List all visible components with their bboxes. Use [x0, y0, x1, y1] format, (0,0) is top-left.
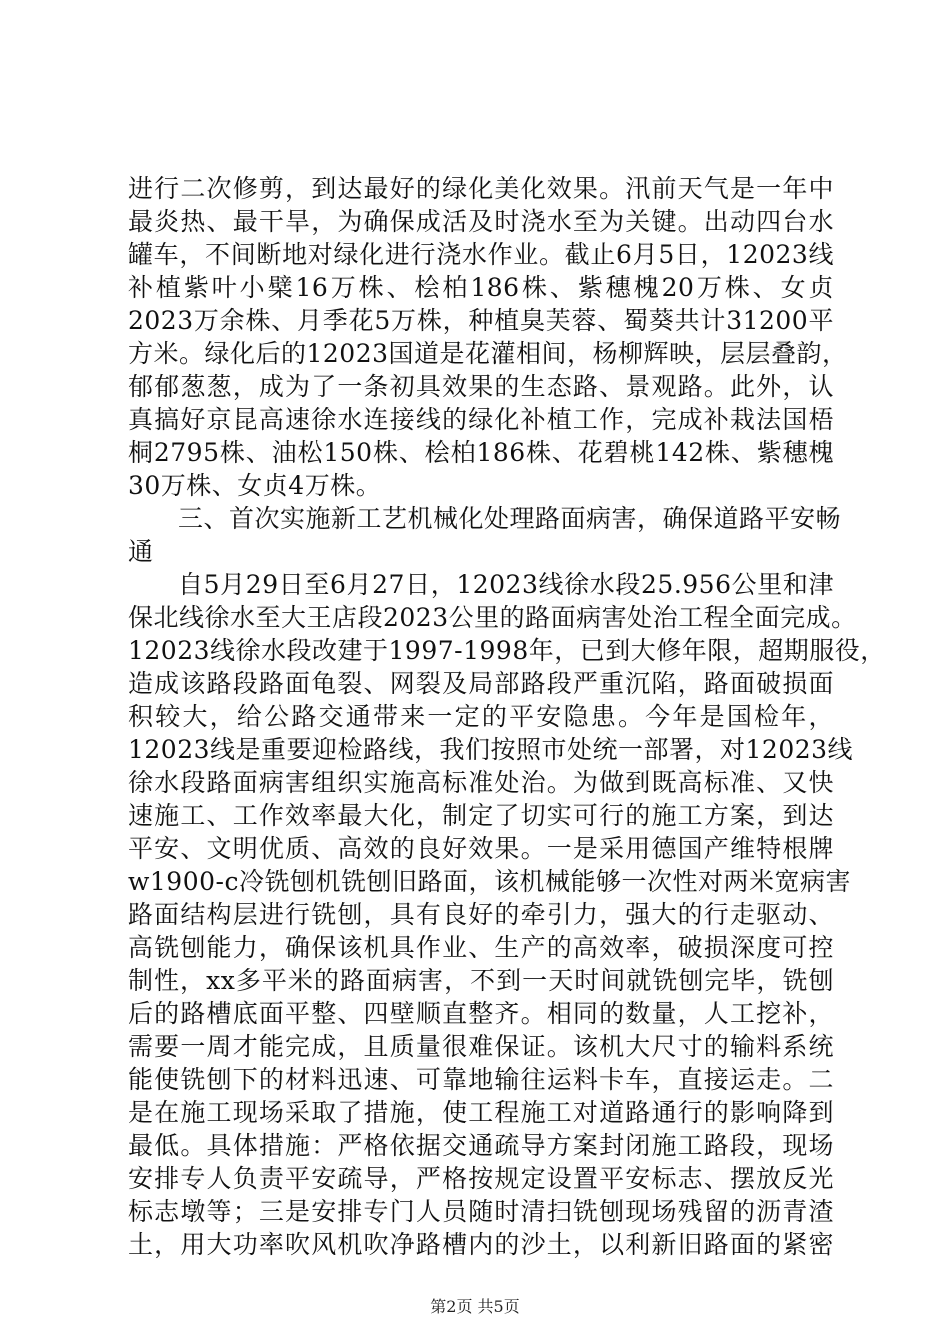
text-line: 最炎热、最干旱，为确保成活及时浇水至为关键。出动四台水 [128, 207, 834, 236]
text-line: 速施工、工作效率最大化，制定了切实可行的施工方案，到达 [128, 801, 834, 830]
text-line: w1900-c冷铣刨机铣刨旧路面，该机械能够一次性对两米宽病害 [128, 867, 851, 896]
text-line: 高铣刨能力，确保该机具作业、生产的高效率，破损深度可控 [128, 933, 834, 962]
text-line: 方米。绿化后的12023国道是花灌相间，杨柳辉映，层层叠韵， [128, 339, 848, 368]
text-line: 补植紫叶小檗16万株、桧柏186株、紫穗槐20万株、女贞 [128, 273, 834, 302]
text-line: 真搞好京昆高速徐水连接线的绿化补植工作，完成补栽法国梧 [128, 405, 834, 434]
text-line: 需要一周才能完成，且质量很难保证。该机大尺寸的输料系统 [128, 1032, 834, 1061]
text-line: 制性，xx多平米的路面病害，不到一天时间就铣刨完毕，铣刨 [128, 966, 834, 995]
text-line: 徐水段路面病害组织实施高标准处治。为做到既高标准、又快 [128, 768, 834, 797]
text-line: 12023线是重要迎检路线，我们按照市处统一部署，对12023线 [128, 735, 854, 764]
text-line: 进行二次修剪，到达最好的绿化美化效果。汛前天气是一年中 [128, 174, 834, 203]
text-line: 郁郁葱葱，成为了一条初具效果的生态路、景观路。此外，认 [128, 372, 834, 401]
text-line: 能使铣刨下的材料迅速、可靠地输往运料卡车，直接运走。二 [128, 1065, 834, 1094]
text-line: 造成该路段路面龟裂、网裂及局部路段严重沉陷，路面破损面 [128, 669, 834, 698]
text-line: 12023线徐水段改建于1997-1998年，已到大修年限，超期服役， [128, 636, 886, 665]
text-line: 积较大，给公路交通带来一定的平安隐患。今年是国检年， [128, 702, 834, 731]
text-line: 最低。具体措施：严格依据交通疏导方案封闭施工路段，现场 [128, 1131, 834, 1160]
text-line: 路面结构层进行铣刨，具有良好的牵引力，强大的行走驱动、 [128, 900, 834, 929]
document-body [128, 172, 886, 1261]
text-line: 平安、文明优质、高效的良好效果。一是采用德国产维特根牌 [128, 834, 834, 863]
page-footer: 第2页 共5页 [430, 1297, 520, 1316]
text-line: 保北线徐水至大王店段2023公里的路面病害处治工程全面完成。 [128, 603, 857, 632]
text-line: 土，用大功率吹风机吹净路槽内的沙土，以利新旧路面的紧密 [128, 1230, 834, 1259]
section-heading-line: 三、首次实施新工艺机械化处理路面病害，确保道路平安畅 [178, 504, 842, 533]
text-line: 2023万余株、月季花5万株，种植臭芙蓉、蜀葵共计31200平 [128, 306, 834, 335]
text-line: 标志墩等；三是安排专门人员随时清扫铣刨现场残留的沥青渣 [128, 1197, 834, 1226]
text-line: 桐2795株、油松150株、桧柏186株、花碧桃142株、紫穗槐 [128, 438, 834, 467]
text-line: 后的路槽底面平整、四壁顺直整齐。相同的数量，人工挖补， [128, 999, 834, 1028]
text-line: 30万株、女贞4万株。 [128, 471, 382, 500]
section-heading-line: 通 [128, 537, 154, 566]
text-line: 是在施工现场采取了措施，使工程施工对道路通行的影响降到 [128, 1098, 834, 1127]
text-line: 罐车，不间断地对绿化进行浇水作业。截止6月5日，12023线 [128, 240, 834, 269]
text-line: 安排专人负责平安疏导，严格按规定设置平安标志、摆放反光 [128, 1164, 834, 1193]
text-line: 自5月29日至6月27日，12023线徐水段25.956公里和津 [178, 570, 834, 599]
